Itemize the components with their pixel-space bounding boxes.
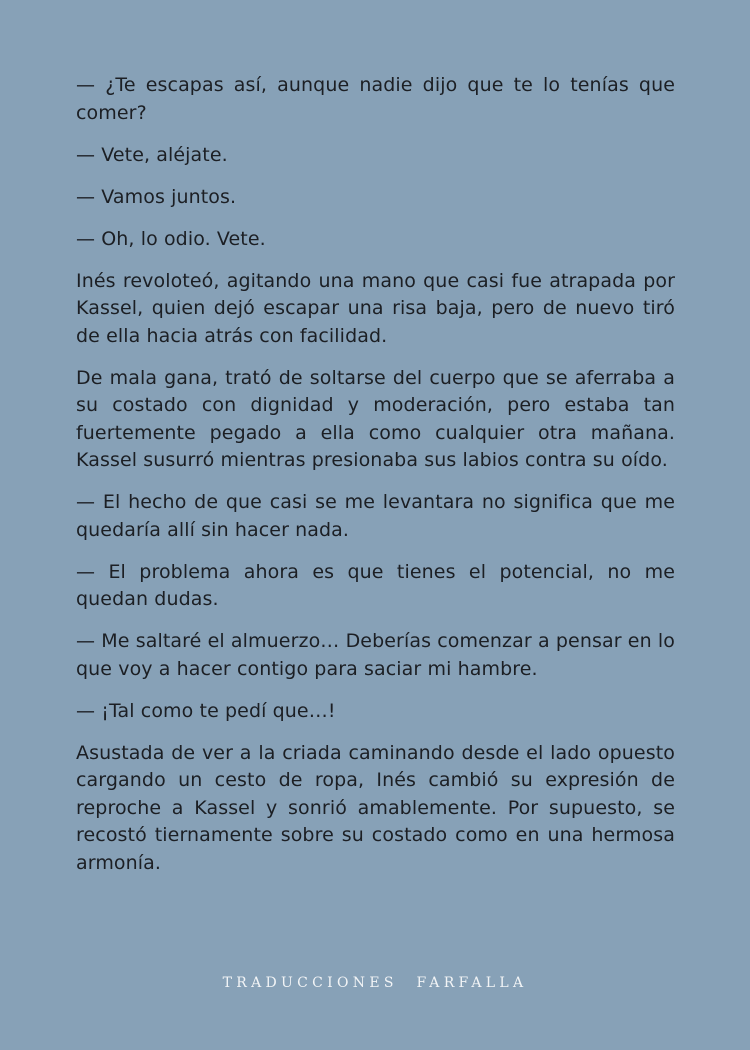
narrative-paragraph: Asustada de ver a la criada caminando desde el lado opuesto cargando un cesto de ropa, Inés cambió su expresión de reproche a Kassel y sonrió amablemente. Por supuesto, se recostó tiernamente sobre su costado como en una hermosa armonía.	[76, 741, 675, 874]
document-body	[76, 72, 675, 892]
dialogue-paragraph: — El hecho de que casi se me levantara no significa que me quedaría allí sin hacer nada.	[76, 491, 675, 541]
dialogue-paragraph: — Vete, aléjate.	[76, 143, 228, 166]
narrative-paragraph: De mala gana, trató de soltarse del cuerpo que se aferraba a su costado con dignidad y moderación, pero estaba tan fuertemente pegado a ella como cualquier otra mañana. Kassel susurró mientras presionaba sus labios contra su oído.	[76, 366, 675, 471]
dialogue-paragraph: — Me saltaré el almuerzo… Deberías comenzar a pensar en lo que voy a hacer contigo para saciar mi hambre.	[76, 630, 675, 680]
dialogue-paragraph: — ¡Tal como te pedí que…!	[76, 699, 336, 722]
dialogue-paragraph: — Oh, lo odio. Vete.	[76, 227, 266, 250]
narrative-paragraph: Inés revoloteó, agitando una mano que casi fue atrapada por Kassel, quien dejó escapar una risa baja, pero de nuevo tiró de ella hacia atrás con facilidad.	[76, 269, 675, 347]
dialogue-paragraph: — ¿Te escapas así, aunque nadie dijo que te lo tenías que comer?	[76, 74, 675, 124]
page-footer: TRADUCCIONES FARFALLA	[222, 975, 528, 991]
dialogue-paragraph: — Vamos juntos.	[76, 185, 237, 208]
dialogue-paragraph: — El problema ahora es que tienes el potencial, no me quedan dudas.	[76, 560, 675, 610]
